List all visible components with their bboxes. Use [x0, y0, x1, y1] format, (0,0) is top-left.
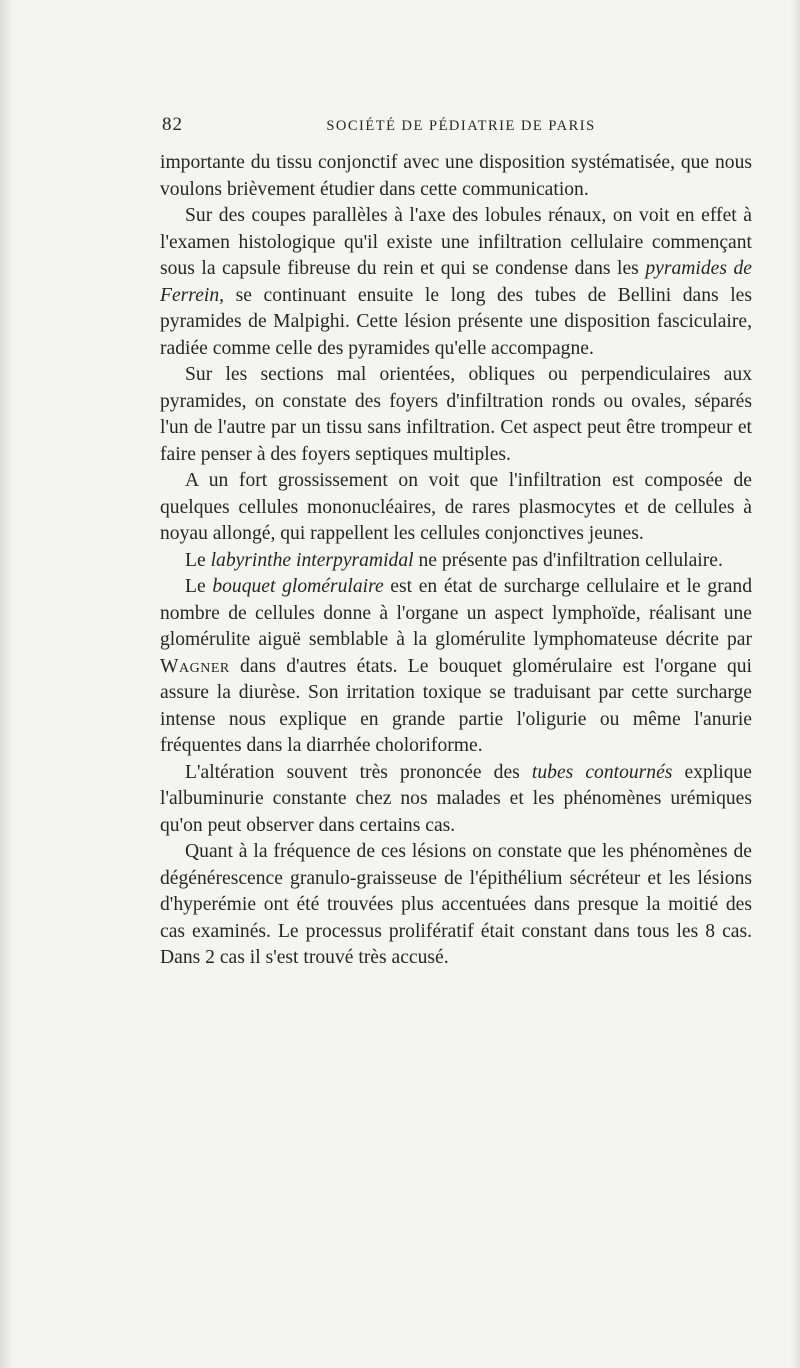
paragraph-2: [160, 203, 752, 362]
body-text: [160, 150, 752, 972]
paragraph-8: [160, 839, 752, 972]
page-number: 82: [162, 114, 183, 135]
paragraph-4-text: A un fort grossissement on voit que l'infiltration est composée de quelques cellules mononucléaires, de rares plasmocytes et de cellules à noyau allongé, qui rappellent les cellules conjonctives jeunes.: [160, 470, 752, 544]
paragraph-7: [160, 760, 752, 840]
page-edge-shadow-right: [790, 0, 800, 1368]
paragraph-6-text-end: dans d'autres états. Le bouquet glomérulaire est l'organe qui assure la diurèse. Son irritation toxique se traduisant par cette surcharge intense nous explique en grande partie l'oligurie ou même l'anurie fréquentes dans la diarrhée choloriforme.: [160, 655, 752, 756]
paragraph-7-text-end: explique l'albuminurie constante chez nos malades et les phénomènes urémiques qu'on peut observer dans certains cas.: [160, 761, 752, 836]
paragraph-6-italic-term: bouquet glomérulaire: [212, 576, 384, 597]
paragraph-3: [160, 362, 752, 468]
paragraph-8-text: Quant à la fréquence de ces lésions on constate que les phénomènes de dégénérescence granulo-graisseuse de l'épithélium sécréteur et les lésions d'hyperémie ont été trouvées plus accentuées dans presque la moitié des cas examinés. Le processus prolifératif était constant dans tous les 8 cas. Dans 2 cas il s'est trouvé très accusé.: [160, 841, 752, 968]
paragraph-6-text-middle: est en état de surcharge cellulaire et le grand nombre de cellules donne à l'organe un aspect lymphoïde, réalisant une glomérulite aiguë semblable à la glomérulite lymphomateuse décrite par: [160, 576, 753, 650]
paragraph-7-text-start: L'altération souvent très prononcée des: [185, 761, 532, 783]
paragraph-3-text: Sur les sections mal orientées, obliques ou perpendiculaires aux pyramides, on constate des foyers d'infiltration ronds ou ovales, séparés l'un de l'autre par un tissu sans infiltration. Cet aspect peut être trompeur et faire penser à des foyers septiques multiples.: [160, 364, 752, 465]
paragraph-5-text-start: Le: [185, 549, 211, 571]
paragraph-2-text-end: se continuant ensuite le long des tubes de Bellini dans les pyramides de Malpighi. Cette lésion présente une disposition fasciculaire, radiée comme celle des pyramides qu'elle accompagne.: [160, 284, 752, 359]
paragraph-1-text: importante du tissu conjonctif avec une disposition systématisée, que nous voulons brièvement étudier dans cette communication.: [160, 152, 752, 200]
paragraph-4: [160, 468, 752, 548]
paragraph-5-italic-term: labyrinthe interpyramidal: [210, 549, 414, 571]
paragraph-1: [160, 150, 752, 203]
paragraph-5: [160, 548, 752, 575]
paragraph-2-italic-term: pyramides de Ferrein,: [160, 258, 752, 306]
paragraph-2-text-start: Sur des coupes parallèles à l'axe des lobules rénaux, on voit en effet à l'examen histologique qu'il existe une infiltration cellulaire commençant sous la capsule fibreuse du rein et qui se condense dans les: [160, 205, 752, 279]
paragraph-6-author-name: Wagner: [160, 655, 230, 677]
paragraph-5-text-end: ne présente pas d'infiltration cellulaire.: [413, 549, 723, 571]
paragraph-6: [160, 574, 752, 760]
paragraph-6-text-start: Le: [185, 576, 213, 597]
page-header: [160, 114, 750, 142]
running-head: SOCIÉTÉ DE PÉDIATRIE DE PARIS: [326, 118, 596, 134]
paragraph-7-italic-term: tubes contournés: [531, 761, 673, 783]
page-edge-shadow-left: [0, 0, 14, 1368]
